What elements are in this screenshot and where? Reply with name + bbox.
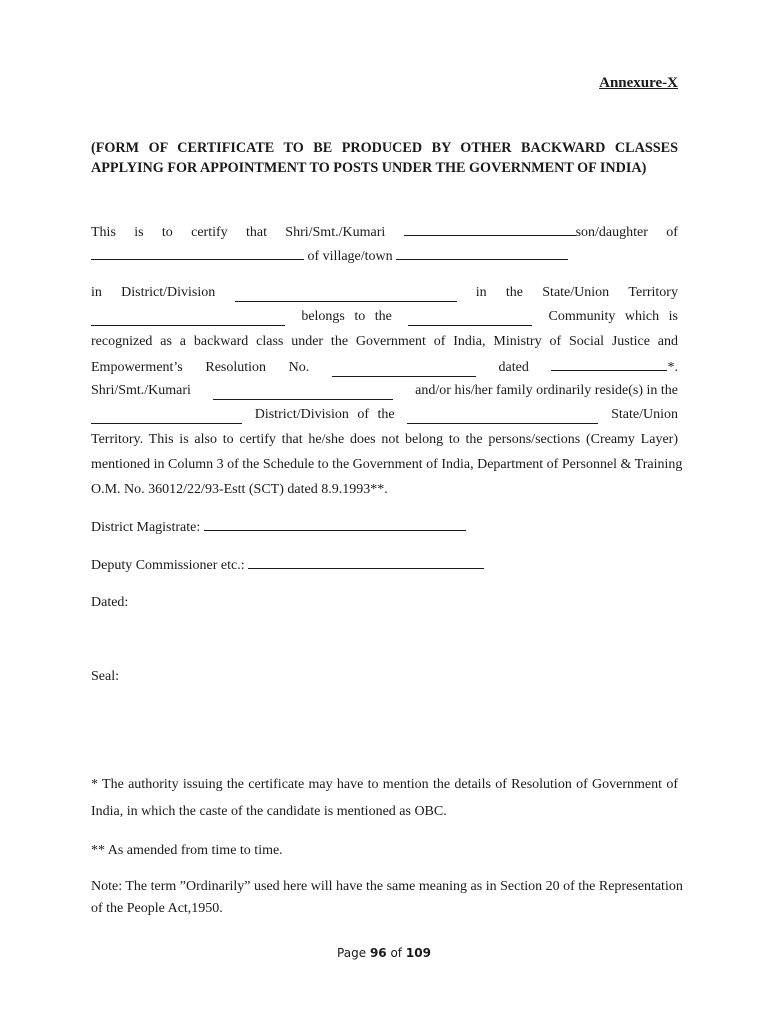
note-line-1: Note: The term ”Ordinarily” used here will have the same meaning as in Section 20 of the Representation (91, 879, 683, 894)
body-line-11: O.M. No. 36012/22/93-Estt (SCT) dated 8.9.1993**. (91, 482, 388, 497)
deputy-signature-blank[interactable] (248, 555, 484, 569)
word: Community which is (548, 309, 678, 324)
footnote-2: ** As amended from time to time. (91, 843, 283, 858)
word: and/or his/her family ordinarily reside(s) in the (415, 383, 678, 398)
footnote-1-line-1: * The authority issuing the certificate may have to mention the details of Resolution of Government of (91, 777, 678, 792)
word: is (134, 225, 144, 240)
word: Resolution (205, 360, 267, 375)
body-line-9: Territory. This is also to certify that he/she does not belong to the persons/sections (Creamy Layer) (91, 432, 678, 447)
name-blank-group (404, 222, 648, 242)
dated-label: Dated: (91, 595, 129, 610)
word: This (91, 225, 116, 240)
deputy-line (91, 555, 484, 575)
footnote-1 (91, 776, 678, 824)
certificate-title: (FORM OF CERTIFICATE TO BE PRODUCED BY OTHER BACKWARD CLASSES APPLYING FOR APPOINTMENT TO POSTS UNDER THE GOVERNMENT OF INDIA) (91, 140, 678, 176)
word: son/daughter (575, 225, 648, 240)
word: to (161, 225, 173, 240)
name-blank[interactable] (404, 222, 576, 236)
note (91, 876, 683, 920)
community-blank[interactable] (408, 312, 532, 326)
word: No. (288, 360, 310, 375)
candidate-name-blank[interactable] (213, 386, 393, 400)
word: State/Union (542, 285, 610, 300)
word: Territory (628, 285, 678, 300)
body-line-8 (91, 406, 678, 424)
word: of village/town (307, 249, 393, 264)
village-town-blank[interactable] (396, 246, 568, 260)
body-line-1 (91, 222, 678, 242)
body-line-7 (91, 382, 678, 400)
body-line-10: mentioned in Column 3 of the Schedule to the Government of India, Department of Personnel & Training (91, 457, 683, 472)
word: certify (191, 225, 228, 240)
deputy-label: Deputy Commissioner etc.: (91, 558, 245, 573)
word: of (666, 225, 678, 240)
parent-name-blank[interactable] (91, 246, 304, 260)
resolution-date-blank[interactable] (551, 357, 667, 371)
word: belongs to the (301, 309, 392, 324)
word: in (475, 285, 487, 300)
body-line-6 (91, 357, 678, 377)
word: State/Union (611, 407, 678, 422)
annexure-heading: Annexure-X (599, 75, 678, 91)
residence-district-blank[interactable] (91, 410, 242, 424)
body-line-2 (91, 246, 568, 266)
word: District/Division (121, 285, 216, 300)
seal-label: Seal: (91, 669, 119, 684)
magistrate-line (91, 517, 466, 537)
page-word: Page (337, 946, 367, 960)
word: the (505, 285, 524, 300)
district-blank[interactable] (235, 288, 457, 302)
note-line-2: of the People Act,1950. (91, 901, 223, 916)
magistrate-signature-blank[interactable] (204, 517, 466, 531)
footnote-1-line-2: India, in which the caste of the candidate is mentioned as OBC. (91, 804, 447, 819)
word: Shri/Smt./Kumari (285, 225, 386, 240)
word: dated (498, 360, 529, 375)
body-line-5: recognized as a backward class under the Government of India, Ministry of Social Justice and (91, 334, 678, 349)
current-page: 96 (369, 946, 387, 960)
body-line-3 (91, 284, 678, 302)
dated-blank-group (551, 357, 678, 377)
magistrate-label: District Magistrate: (91, 520, 201, 535)
word: that (245, 225, 267, 240)
body-line-4 (91, 308, 678, 326)
word: Shri/Smt./Kumari (91, 383, 191, 398)
word: Empowerment’s (91, 360, 183, 375)
total-pages: 109 (405, 946, 431, 960)
of-word: of (390, 946, 403, 960)
word: in (91, 285, 102, 300)
word: *. (667, 360, 678, 375)
residence-state-blank[interactable] (407, 410, 598, 424)
word: District/Division of the (254, 407, 395, 422)
page-number (0, 946, 768, 960)
resolution-no-blank[interactable] (332, 363, 476, 377)
state-blank[interactable] (91, 312, 285, 326)
